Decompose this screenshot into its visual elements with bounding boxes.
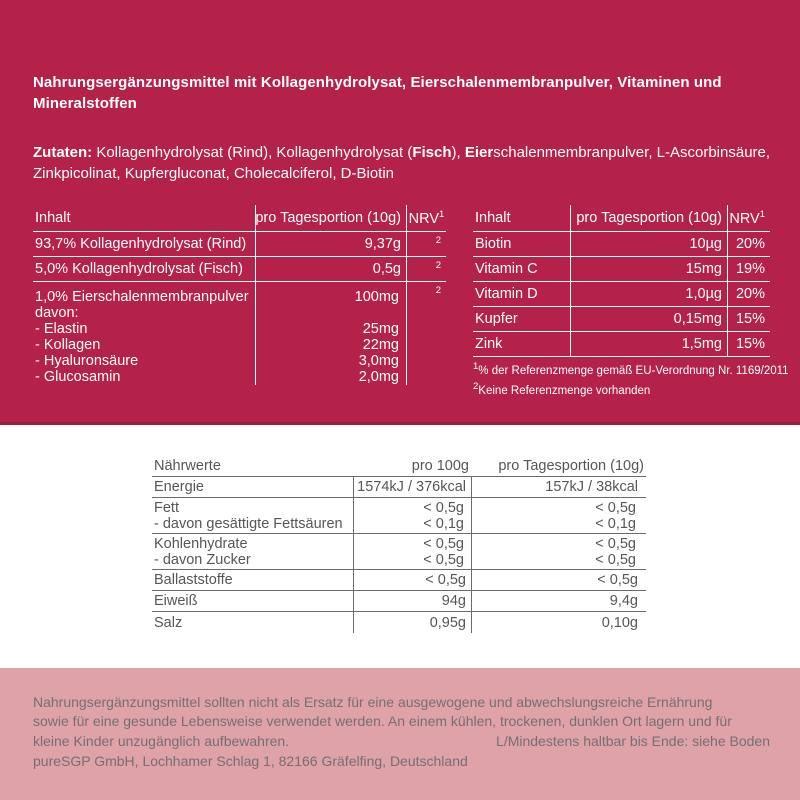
composition-row-value-group: 100mg 25mg 22mg 3,0mg 2,0mg (255, 282, 406, 385)
vitamins-row-label: Zink (473, 332, 570, 357)
composition-row-label: 93,7% Kollagenhydrolysat (Rind) (33, 232, 255, 257)
product-title-line1: Nahrungsergänzungsmittel mit Kollagenhydrolysat, Eierschalenmembranpulver, Vitaminen und (33, 74, 722, 91)
nutrition-table (152, 455, 646, 633)
nutrition-row-portion: < 0,5g (471, 570, 646, 591)
vitamins-row-nrv: 19% (727, 257, 770, 282)
nutrition-header-naehrwerte: Nährwerte (152, 455, 353, 477)
composition-row-value: 9,37g (255, 232, 406, 257)
composition-table (33, 205, 446, 385)
vitamins-table (473, 205, 770, 357)
vitamins-row-nrv: 15% (727, 332, 770, 357)
nutrition-row-label: Eiweiß (152, 591, 353, 612)
nutrition-row-label-group: Kohlenhydrate - davon Zucker (152, 534, 353, 570)
ingredients-paragraph (33, 142, 770, 184)
vitamins-row-label: Vitamin D (473, 282, 570, 307)
ingredients-seg2: Fisch (412, 144, 452, 161)
nutrition-row-per100g: 1574kJ / 376kcal (353, 477, 471, 498)
composition-row-label-group: 1,0% Eierschalenmembranpulver davon: - Elastin - Kollagen - Hyaluronsäure - Glucosamin (35, 289, 249, 385)
nutrition-header-per100g: pro 100g (353, 455, 471, 477)
nutrition-row-per100g-group: < 0,5g < 0,1g (353, 498, 471, 534)
nutrition-row-label: Energie (152, 477, 353, 498)
nutrition-row-portion-group: < 0,5g < 0,5g (471, 534, 646, 570)
nutrition-row-label: Ballaststoffe (152, 570, 353, 591)
vitamins-header-portion: pro Tagesportion (10g) (570, 205, 727, 232)
ingredients-seg4: Eier (464, 144, 494, 161)
manufacturer-address: pureSGP GmbH, Lochhamer Schlag 1, 82166 Gräfelfing, Deutschland (33, 753, 468, 769)
nutrition-row-portion-group: < 0,5g < 0,1g (471, 498, 646, 534)
nutrition-row-portion: 0,10g (471, 612, 646, 633)
ingredients-seg3: ), (451, 144, 465, 161)
nutrition-row-label-group: Fett - davon gesättigte Fettsäuren (152, 498, 353, 534)
product-title-line2: Mineralstoffen (33, 95, 137, 112)
vitamins-header-inhalt: Inhalt (473, 205, 570, 232)
ingredients-label: Zutaten: (33, 144, 93, 161)
nutrition-row-per100g: 0,95g (353, 612, 471, 633)
nutrition-header-portion: pro Tagesportion (10g) (471, 455, 646, 477)
vitamins-row-nrv: 20% (727, 282, 770, 307)
vitamins-row-value: 0,15mg (570, 307, 727, 332)
vitamins-row-label: Biotin (473, 232, 570, 257)
vitamins-row-value: 10µg (570, 232, 727, 257)
composition-row-nrv: 2 (406, 232, 446, 257)
disclaimer-line1: Nahrungsergänzungsmittel sollten nicht als Ersatz für eine ausgewogene und abwechslungsreiche Ernährung (33, 694, 713, 710)
ingredients-seg6: Zinkpicolinat, Kupfergluconat, Cholecalciferol, D-Biotin (33, 165, 395, 182)
storage-disclaimer (33, 693, 770, 751)
ingredients-seg5: schalenmembranpulver, L-Ascorbinsäure, (493, 144, 771, 161)
vitamins-row-nrv: 15% (727, 307, 770, 332)
composition-row-label: 5,0% Kollagenhydrolysat (Fisch) (33, 257, 255, 282)
nutrition-row-per100g: < 0,5g (353, 570, 471, 591)
vitamins-row-nrv: 20% (727, 232, 770, 257)
best-before-note: L/Mindestens haltbar bis Ende: siehe Boden (496, 732, 770, 749)
nutrition-row-per100g: 94g (353, 591, 471, 612)
composition-row-nrv: 2 (406, 282, 446, 385)
nutrition-row-per100g-group: < 0,5g < 0,5g (353, 534, 471, 570)
vitamins-row-label: Kupfer (473, 307, 570, 332)
vitamins-header-nrv: NRV$^1$ (727, 205, 770, 232)
composition-row-value: 0,5g (255, 257, 406, 282)
composition-header-nrv: NRV$^1$ (406, 205, 446, 232)
nutrition-row-label: Salz (154, 614, 183, 631)
vitamins-row-label: Vitamin C (473, 257, 570, 282)
vitamins-row-value: 1,5mg (570, 332, 727, 357)
vitamins-row-value: 1,0µg (570, 282, 727, 307)
bottom-section (0, 668, 800, 800)
product-title (33, 72, 722, 114)
composition-header-portion: pro Tagesportion (10g) (255, 205, 406, 232)
ingredients-seg1: Kollagenhydrolysat (Rind), Kollagenhydrolysat ( (92, 144, 413, 161)
middle-section (0, 425, 800, 668)
footnotes (473, 359, 789, 399)
composition-row-nrv: 2 (406, 257, 446, 282)
disclaimer-line3: kleine Kinder unzugänglich aufbewahren. (33, 732, 290, 749)
footnote-no-reference: $^2$Keine Referenzmenge vorhanden (473, 380, 651, 397)
disclaimer-line2: sowie für eine gesunde Lebensweise verwendet werden. An einem kühlen, trockenen, dunklen Ort lagern und für (33, 713, 732, 730)
nutrition-row-portion: 9,4g (471, 591, 646, 612)
composition-header-inhalt: Inhalt (33, 205, 255, 232)
vitamins-row-value: 15mg (570, 257, 727, 282)
footnote-nrv: $^1$% der Referenzmenge gemäß EU-Verordnung Nr. 1169/2011 (473, 361, 789, 377)
nutrition-row-portion: 157kJ / 38kcal (471, 477, 646, 498)
